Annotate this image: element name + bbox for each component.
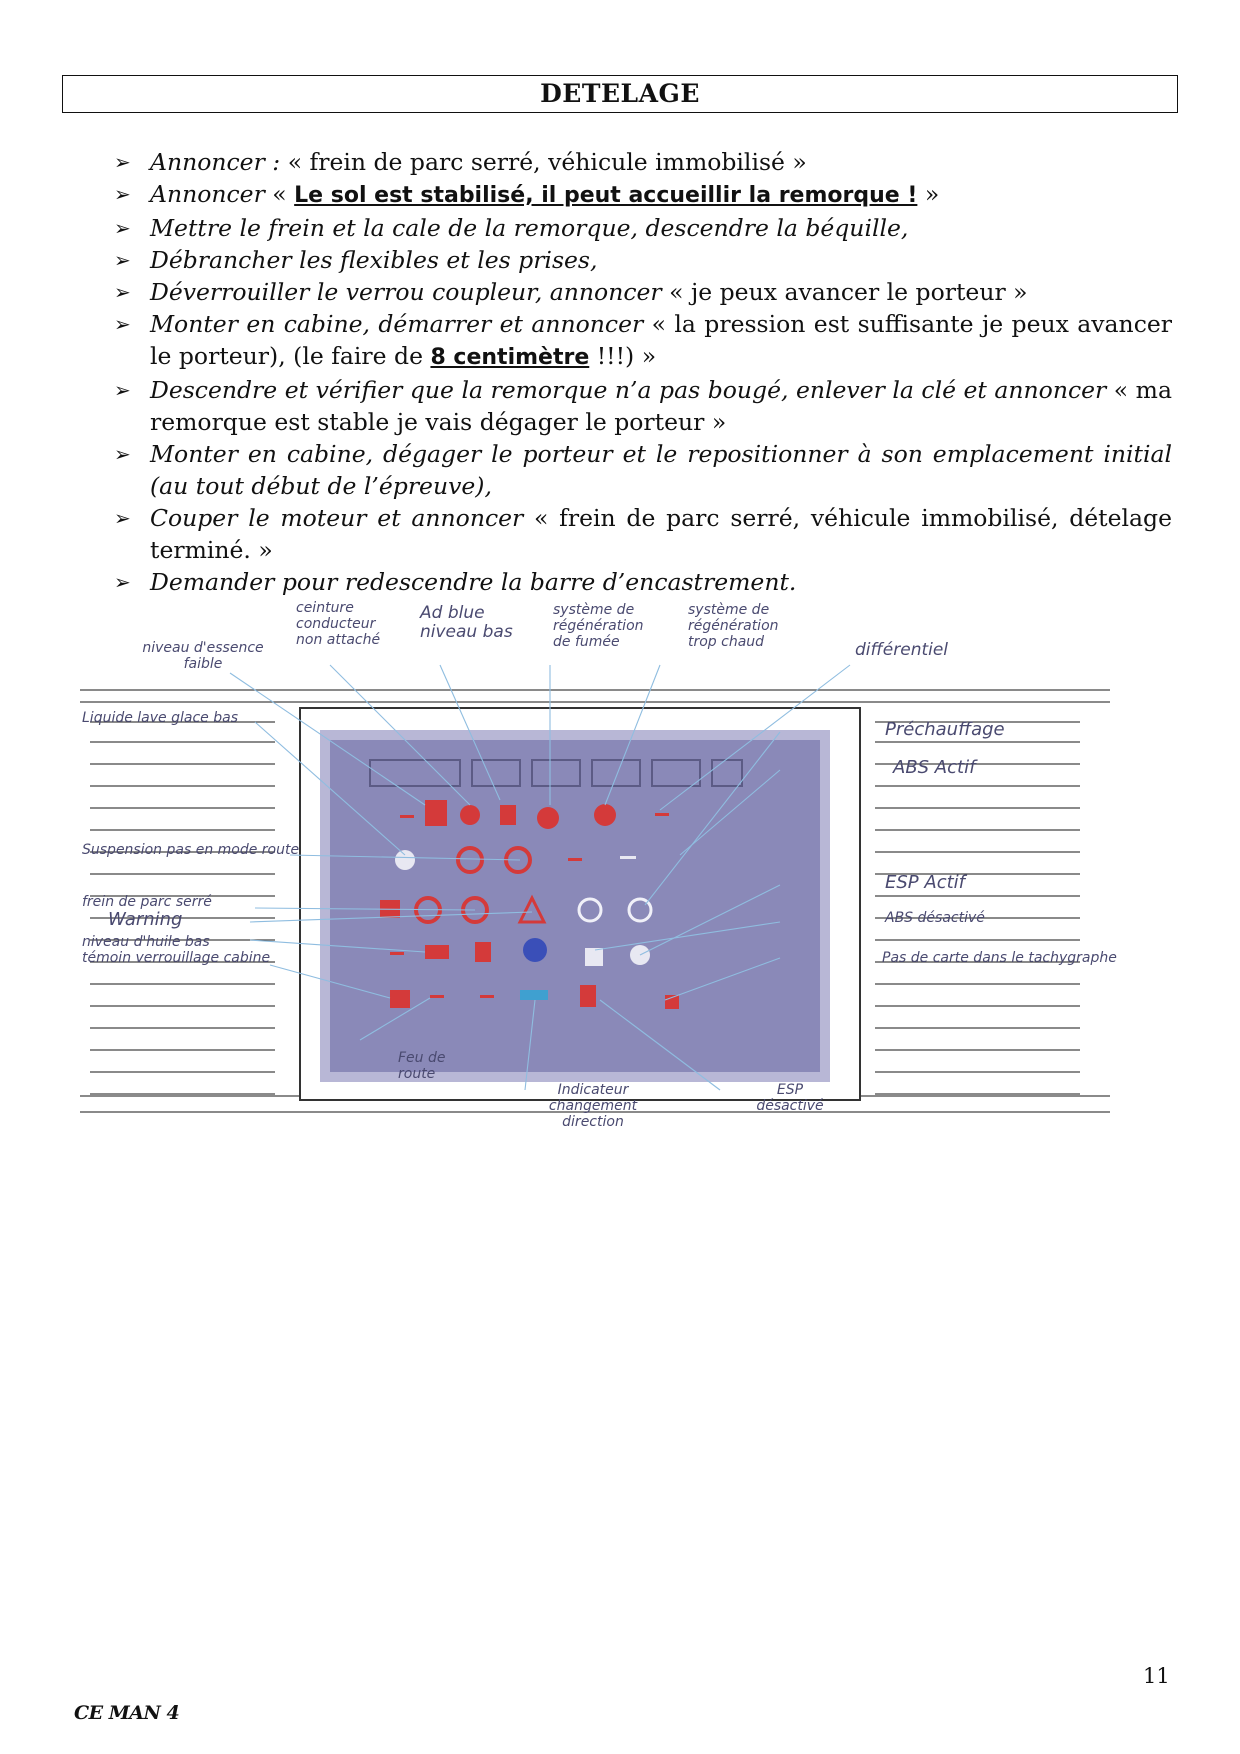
blue-light — [523, 938, 547, 962]
instruction-text: Déverrouiller le verrou coupleur, annoncer — [150, 278, 670, 306]
instruction-item — [112, 374, 1172, 438]
arrow-bullet-icon: ➢ — [114, 570, 131, 594]
instruction-item — [112, 502, 1172, 566]
label-prechauffage: Préchauffage — [885, 719, 1005, 740]
instruction-text: « la pression est suffisante je peux avancer le porteur), (le faire de — [150, 310, 1172, 370]
instruction-text: » — [917, 180, 940, 208]
label-lave-glace: Liquide lave glace bas — [82, 710, 238, 726]
instruction-text: Monter en cabine, dégager le porteur et le repositionner à son emplacement initial (au tout début de l’épreuve), — [150, 440, 1172, 500]
instruction-item — [112, 276, 1172, 308]
instruction-text: Demander pour redescendre la barre d’encastrement. — [150, 568, 797, 596]
arrow-bullet-icon: ➢ — [114, 442, 131, 466]
instruction-text: Mettre le frein et la cale de la remorque, descendre la béquille, — [150, 214, 909, 242]
instruction-item — [112, 178, 1172, 212]
instruction-text: « — [272, 180, 295, 208]
label-abs-desactive: ABS désactivé — [885, 910, 985, 926]
label-adblue: Ad blue niveau bas — [420, 603, 513, 642]
turn-indicator-light — [520, 990, 548, 1000]
label-regeneration-chaud: système de régénération trop chaud — [688, 602, 779, 650]
label-esp-actif: ESP Actif — [885, 872, 965, 893]
label-huile: niveau d'huile bas — [82, 934, 210, 950]
instruction-text: !!!) » — [589, 342, 657, 370]
arrow-bullet-icon: ➢ — [114, 312, 131, 336]
label-esp-desactive: ESP désactivé — [756, 1082, 824, 1114]
label-indicateur-direction: Indicateur changement direction — [548, 1082, 638, 1130]
label-niveau-essence: niveau d'essence faible — [142, 640, 264, 672]
label-warning: Warning — [108, 909, 183, 930]
instruction-text: Le sol est stabilisé, il peut accueillir la remorque ! — [294, 183, 918, 208]
arrow-bullet-icon: ➢ — [114, 150, 131, 174]
instruction-text: Monter en cabine, démarrer et annoncer — [150, 310, 652, 338]
arrow-bullet-icon: ➢ — [114, 182, 131, 206]
label-feu-de-route: Feu de route — [398, 1050, 446, 1082]
page-title-text: DETELAGE — [540, 79, 700, 108]
instruction-item — [112, 566, 1172, 598]
instruction-text: « frein de parc serré, véhicule immobilisé » — [287, 148, 807, 176]
instruction-item — [112, 308, 1172, 374]
label-carte-tachygraphe: Pas de carte dans le tachygraphe — [882, 950, 1117, 966]
label-regeneration-fumee: système de régénération de fumée — [553, 602, 644, 650]
label-frein-parc: frein de parc serré — [82, 894, 212, 910]
label-suspension: Suspension pas en mode route — [82, 842, 300, 858]
instruction-text: Descendre et vérifier que la remorque n’a pas bougé, enlever la clé et annoncer — [150, 376, 1114, 404]
arrow-bullet-icon: ➢ — [114, 280, 131, 304]
label-abs-actif: ABS Actif — [893, 757, 976, 778]
page-number: 11 — [1143, 1664, 1170, 1688]
instruction-list — [112, 146, 1172, 598]
arrow-bullet-icon: ➢ — [114, 216, 131, 240]
label-verrouillage-cabine: témoin verrouillage cabine — [82, 950, 271, 966]
instruction-text: Couper le moteur et annoncer — [150, 504, 535, 532]
instruction-text: « je peux avancer le porteur » — [669, 278, 1028, 306]
label-differentiel: différentiel — [855, 640, 949, 660]
instruction-text: Annoncer — [150, 180, 273, 208]
instruction-item — [112, 244, 1172, 276]
footer-tag: CE MAN 4 — [74, 1702, 180, 1724]
page-title — [62, 75, 1178, 113]
instruction-text: 8 centimètre — [430, 345, 590, 370]
instruction-text: « ma remorque est stable je vais dégager le porteur » — [150, 376, 1172, 436]
instruction-item — [112, 212, 1172, 244]
arrow-bullet-icon: ➢ — [114, 378, 131, 402]
instruction-item — [112, 438, 1172, 502]
arrow-bullet-icon: ➢ — [114, 506, 131, 530]
instruction-text: « frein de parc serré, véhicule immobilisé, dételage terminé. » — [150, 504, 1172, 564]
label-ceinture: ceinture conducteur non attaché — [296, 600, 381, 648]
instruction-text: Débrancher les flexibles et les prises, — [150, 246, 598, 274]
instruction-item — [112, 146, 1172, 178]
arrow-bullet-icon: ➢ — [114, 248, 131, 272]
instruction-text: Annoncer : — [150, 148, 288, 176]
